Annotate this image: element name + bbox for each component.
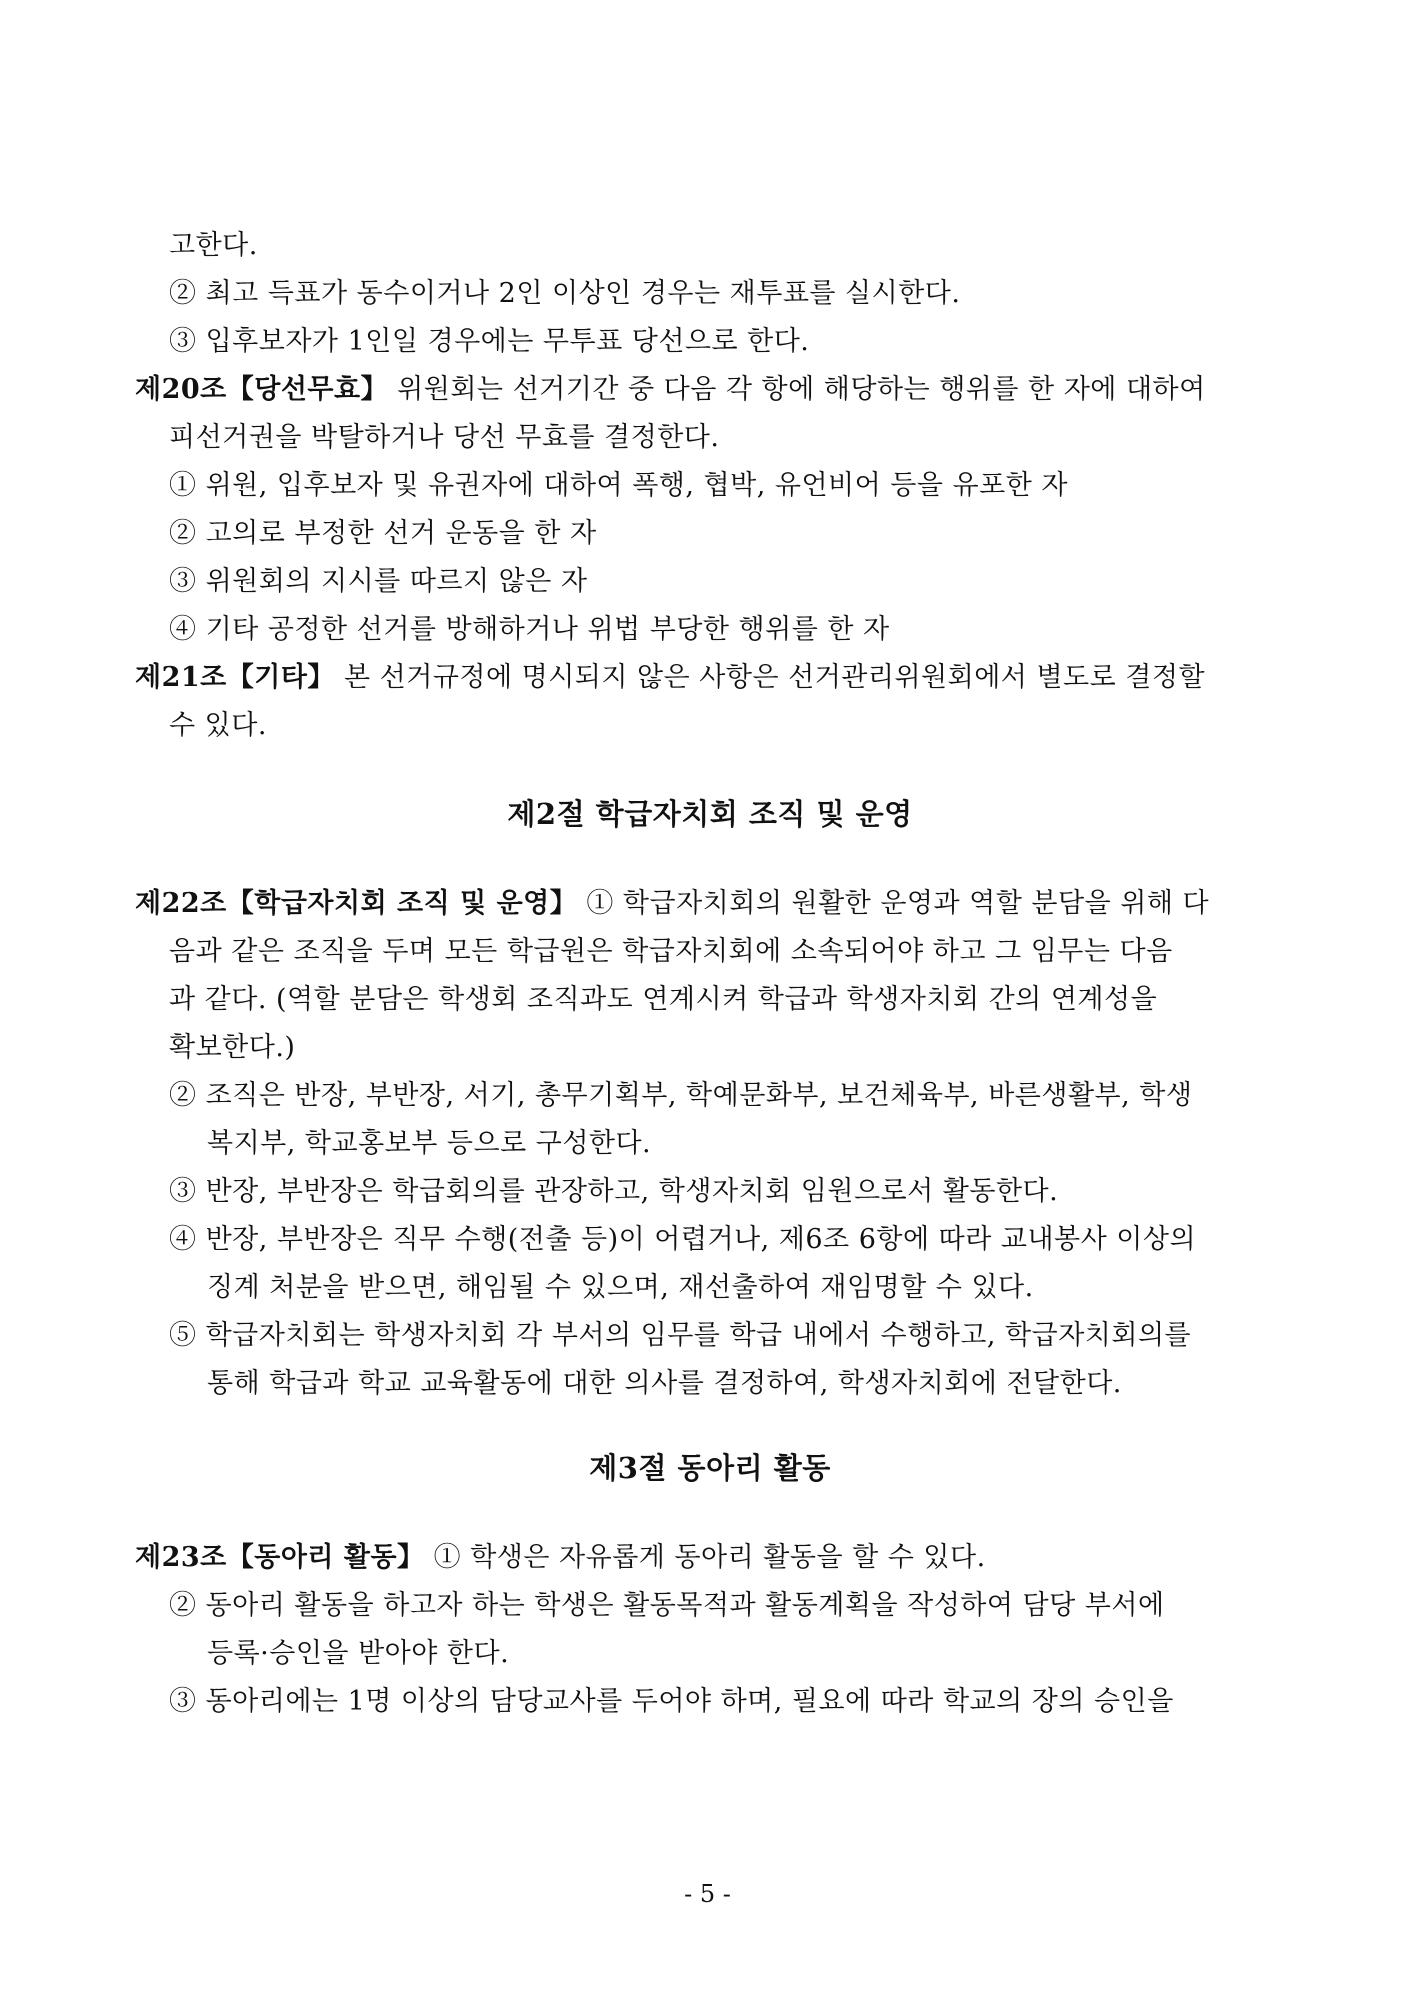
text-line: 음과 같은 조직을 두며 모든 학급원은 학급자치회에 소속되어야 하고 그 임무는 다음: [169, 936, 1173, 967]
text-line: 피선거권을 박탈하거나 당선 무효를 결정한다.: [169, 422, 720, 453]
list-item-continuation: 통해 학급과 학교 교육활동에 대한 의사를 결정하여, 학생자치회에 전달한다.: [207, 1368, 1122, 1399]
article-heading: 제21조【기타】: [135, 662, 335, 693]
list-item-continuation: 복지부, 학교홍보부 등으로 구성한다.: [207, 1128, 652, 1159]
list-item: ② 최고 득표가 동수이거나 2인 이상인 경우는 재투표를 실시한다.: [169, 278, 961, 309]
article-23: [135, 1534, 1285, 1582]
article-20: [135, 366, 1285, 414]
text-line: 수 있다.: [169, 710, 267, 741]
list-item: ③ 입후보자가 1인일 경우에는 무투표 당선으로 한다.: [169, 326, 810, 357]
list-item: ③ 동아리에는 1명 이상의 담당교사를 두어야 하며, 필요에 따라 학교의 장의 승인을: [169, 1686, 1174, 1717]
article-22: [135, 880, 1285, 928]
article-21: [135, 654, 1285, 702]
article-heading: 제23조【동아리 활동】: [135, 1542, 425, 1573]
article-text: ① 학급자치회의 원활한 운영과 역할 분담을 위해 다: [577, 888, 1210, 919]
article-heading: 제20조【당선무효】: [135, 374, 389, 405]
section-title: 제3절 동아리 활동: [589, 1451, 831, 1485]
page-number: - 5 -: [684, 1880, 731, 1908]
article-text: 본 선거규정에 명시되지 않은 사항은 선거관리위원회에서 별도로 결정할: [334, 662, 1206, 693]
list-item: ④ 반장, 부반장은 직무 수행(전출 등)이 어렵거나, 제6조 6항에 따라 교내봉사 이상의: [169, 1224, 1197, 1255]
text-line: 확보한다.): [169, 1032, 296, 1063]
list-item: ③ 위원회의 지시를 따르지 않은 자: [169, 566, 588, 597]
article-text: ① 학생은 자유롭게 동아리 활동을 할 수 있다.: [424, 1542, 986, 1573]
list-item: ① 위원, 입후보자 및 유권자에 대하여 폭행, 협박, 유언비어 등을 유포한 자: [169, 470, 1068, 501]
article-heading: 제22조【학급자치회 조직 및 운영】: [135, 888, 578, 919]
list-item: ② 고의로 부정한 선거 운동을 한 자: [169, 518, 597, 549]
section-title: 제2절 학급자치회 조직 및 운영: [507, 797, 913, 831]
list-item: ④ 기타 공정한 선거를 방해하거나 위법 부당한 행위를 한 자: [169, 614, 890, 645]
document-body: [135, 222, 1285, 1726]
article-text: 위원회는 선거기간 중 다음 각 항에 해당하는 행위를 한 자에 대하여: [388, 374, 1206, 405]
text-line: 고한다.: [169, 230, 258, 261]
list-item: ⑤ 학급자치회는 학생자치회 각 부서의 임무를 학급 내에서 수행하고, 학급자치회의를: [169, 1320, 1192, 1351]
list-item: ② 조직은 반장, 부반장, 서기, 총무기획부, 학예문화부, 보건체육부, 바른생활부, 학생: [169, 1080, 1193, 1111]
list-item-continuation: 징계 처분을 받으면, 해임될 수 있으며, 재선출하여 재임명할 수 있다.: [207, 1272, 1034, 1303]
list-item: ② 동아리 활동을 하고자 하는 학생은 활동목적과 활동계획을 작성하여 담당 부서에: [169, 1590, 1165, 1621]
list-item-continuation: 등록·승인을 받아야 한다.: [207, 1638, 510, 1669]
list-item: ③ 반장, 부반장은 학급회의를 관장하고, 학생자치회 임원으로서 활동한다.: [169, 1176, 1059, 1207]
text-line: 과 같다. (역할 분담은 학생회 조직과도 연계시켜 학급과 학생자치회 간의 연계성을: [169, 984, 1158, 1015]
